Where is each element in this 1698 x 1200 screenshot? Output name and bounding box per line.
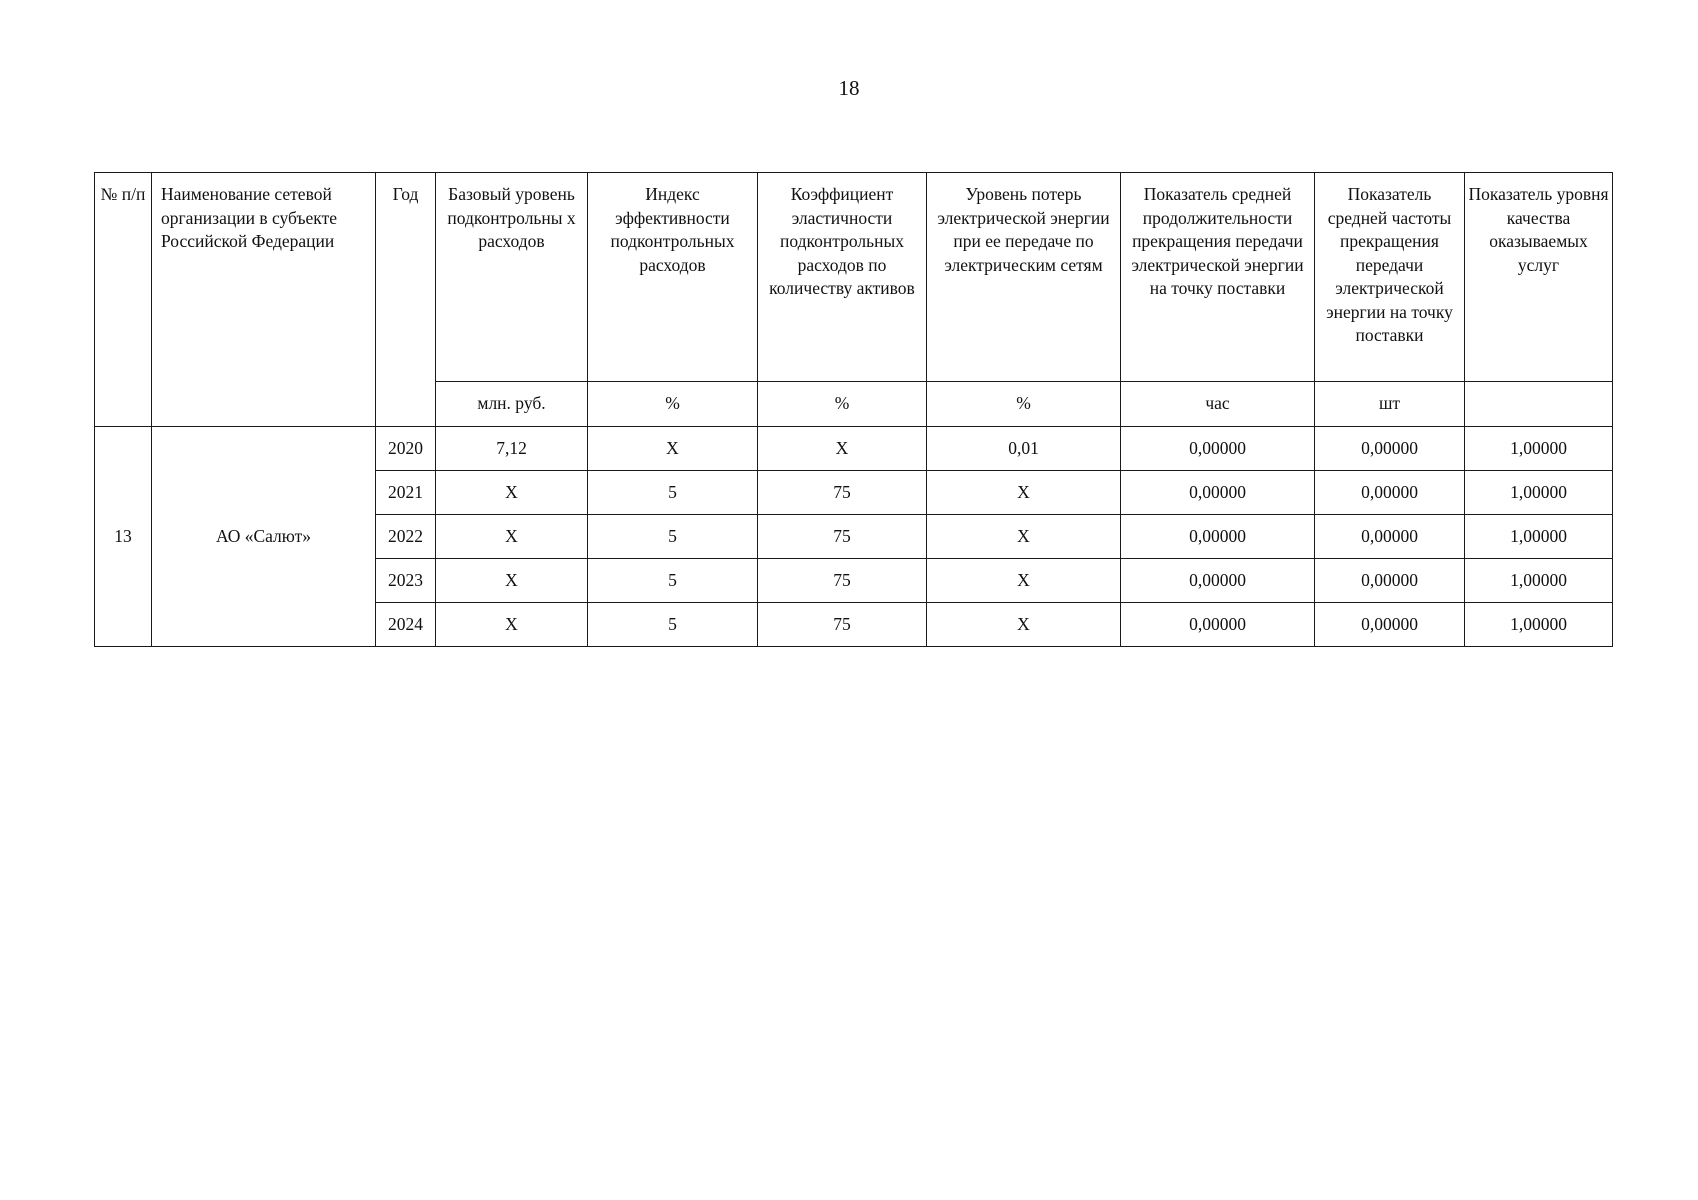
header-elasticity: Коэффициент эластичности подконтрольных расходов по количеству активов (758, 173, 927, 382)
cell-year: 2024 (376, 603, 436, 647)
cell-frequency: 0,00000 (1315, 427, 1465, 471)
cell-year: 2023 (376, 559, 436, 603)
page-number: 18 (838, 76, 860, 100)
cell-quality: 1,00000 (1465, 427, 1613, 471)
header-org-name: Наименование сетевой организации в субъекте Российской Федерации (152, 173, 376, 427)
unit-duration: час (1121, 382, 1315, 427)
tariff-table (94, 172, 1613, 647)
cell-frequency: 0,00000 (1315, 471, 1465, 515)
cell-elasticity: 75 (758, 471, 927, 515)
cell-frequency: 0,00000 (1315, 559, 1465, 603)
cell-duration: 0,00000 (1121, 559, 1315, 603)
unit-base: млн. руб. (436, 382, 588, 427)
cell-elasticity: 75 (758, 559, 927, 603)
cell-frequency: 0,00000 (1315, 515, 1465, 559)
cell-efficiency: X (588, 427, 758, 471)
cell-duration: 0,00000 (1121, 603, 1315, 647)
cell-losses: X (927, 471, 1121, 515)
cell-efficiency: 5 (588, 471, 758, 515)
cell-base: X (436, 515, 588, 559)
header-year: Год (376, 173, 436, 427)
cell-quality: 1,00000 (1465, 603, 1613, 647)
unit-efficiency: % (588, 382, 758, 427)
cell-base: X (436, 603, 588, 647)
cell-quality: 1,00000 (1465, 515, 1613, 559)
header-row (95, 173, 1613, 382)
cell-year: 2020 (376, 427, 436, 471)
cell-elasticity: 75 (758, 603, 927, 647)
header-duration: Показатель средней продолжительности прекращения передачи электрической энергии на точку поставки (1121, 173, 1315, 382)
table-row (95, 427, 1613, 471)
cell-elasticity: X (758, 427, 927, 471)
cell-losses: X (927, 559, 1121, 603)
cell-efficiency: 5 (588, 559, 758, 603)
cell-base: X (436, 471, 588, 515)
cell-efficiency: 5 (588, 603, 758, 647)
cell-duration: 0,00000 (1121, 427, 1315, 471)
header-losses: Уровень потерь электрической энергии при ее передаче по электрическим сетям (927, 173, 1121, 382)
header-efficiency-index: Индекс эффективности подконтрольных расходов (588, 173, 758, 382)
cell-quality: 1,00000 (1465, 471, 1613, 515)
cell-duration: 0,00000 (1121, 471, 1315, 515)
header-base-level: Базовый уровень подконтрольны х расходов (436, 173, 588, 382)
org-name: АО «Салют» (152, 427, 376, 647)
cell-base: 7,12 (436, 427, 588, 471)
cell-efficiency: 5 (588, 515, 758, 559)
header-quality: Показатель уровня качества оказываемых услуг (1465, 173, 1613, 382)
org-number: 13 (95, 427, 152, 647)
cell-year: 2022 (376, 515, 436, 559)
cell-frequency: 0,00000 (1315, 603, 1465, 647)
header-num: № п/п (95, 173, 152, 427)
cell-base: X (436, 559, 588, 603)
cell-losses: X (927, 515, 1121, 559)
cell-losses: 0,01 (927, 427, 1121, 471)
cell-elasticity: 75 (758, 515, 927, 559)
cell-losses: X (927, 603, 1121, 647)
unit-frequency: шт (1315, 382, 1465, 427)
cell-duration: 0,00000 (1121, 515, 1315, 559)
header-frequency: Показатель средней частоты прекращения передачи электрической энергии на точку поставки (1315, 173, 1465, 382)
unit-elasticity: % (758, 382, 927, 427)
unit-losses: % (927, 382, 1121, 427)
unit-quality (1465, 382, 1613, 427)
cell-year: 2021 (376, 471, 436, 515)
cell-quality: 1,00000 (1465, 559, 1613, 603)
